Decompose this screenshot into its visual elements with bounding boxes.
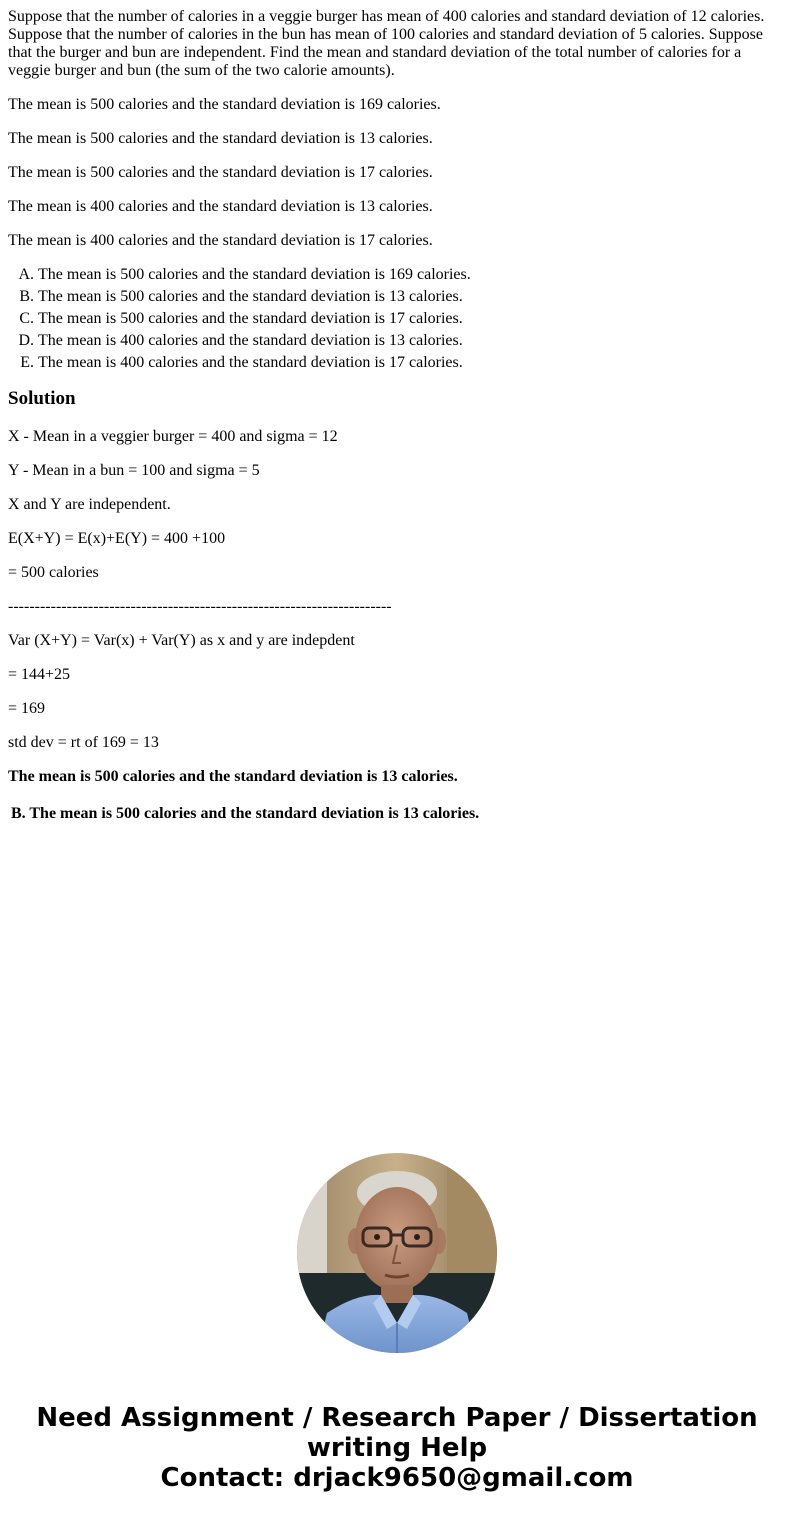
solution-line: std dev = rt of 169 = 13 [8,734,159,751]
solution-line: Y - Mean in a bun = 100 and sigma = 5 [8,462,260,479]
choice-letter: B. [19,288,34,305]
option-paragraph: The mean is 500 calories and the standard deviation is 13 calories. [8,130,433,147]
option-paragraph: The mean is 400 calories and the standard deviation is 17 calories. [8,232,433,249]
final-answer: B. The mean is 500 calories and the standard deviation is 13 calories. [11,805,480,822]
solution-body [8,428,778,823]
solution-line: = 144+25 [8,666,71,683]
solution-line: X - Mean in a veggier burger = 400 and sigma = 12 [8,428,338,445]
choice-item [8,288,778,306]
options-paragraphs [8,96,778,250]
choice-item [8,332,778,350]
choice-item [8,266,778,284]
footer-contact: Contact: drjack9650@gmail.com [160,1463,634,1493]
choice-letter: A. [18,266,34,283]
solution-answer: The mean is 500 calories and the standard deviation is 13 calories. [8,768,458,785]
solution-line: = 500 calories [8,564,99,581]
solution-line: E(X+Y) = E(x)+E(Y) = 400 +100 [8,530,226,547]
solution-line: X and Y are independent. [8,496,171,513]
choice-item [8,354,778,372]
solution-line: Var (X+Y) = Var(x) + Var(Y) as x and y are indepdent [8,632,355,649]
choice-text: The mean is 500 calories and the standard deviation is 169 calories. [38,266,471,283]
solution-line: = 169 [8,700,46,717]
option-paragraph: The mean is 500 calories and the standard deviation is 169 calories. [8,96,441,113]
choice-text: The mean is 400 calories and the standard deviation is 17 calories. [38,354,463,371]
author-portrait-icon [297,1153,497,1353]
choice-text: The mean is 500 calories and the standard deviation is 17 calories. [38,310,463,327]
answer-choices-list [8,266,778,372]
choice-letter: D. [18,332,34,349]
author-avatar [297,1153,497,1353]
choice-text: The mean is 400 calories and the standard deviation is 13 calories. [38,332,463,349]
option-paragraph: The mean is 400 calories and the standard deviation is 13 calories. [8,198,433,215]
choice-letter: E. [20,354,34,371]
choice-item [8,310,778,328]
footer-line: writing Help [306,1433,488,1463]
solution-divider: ------------------------------------------------------------------------ [8,598,392,615]
document-content [8,8,778,823]
solution-heading: Solution [8,388,76,409]
footer-line: Need Assignment / Research Paper / Dissertation [36,1403,758,1433]
choice-text: The mean is 500 calories and the standard deviation is 13 calories. [38,288,463,305]
question-text: Suppose that the number of calories in a veggie burger has mean of 400 calories and standard deviation of 12 calories. Suppose that the number of calories in the bun has mean of 100 calories and standard deviation of 5 calories. Suppose that the burger and bun are independent. Find the mean and standard deviation of the total number of calories for a veggie burger and bun (the sum of the two calorie amounts). [8,8,765,79]
choice-letter: C. [19,310,34,327]
footer-banner [0,1403,794,1493]
option-paragraph: The mean is 500 calories and the standard deviation is 17 calories. [8,164,433,181]
